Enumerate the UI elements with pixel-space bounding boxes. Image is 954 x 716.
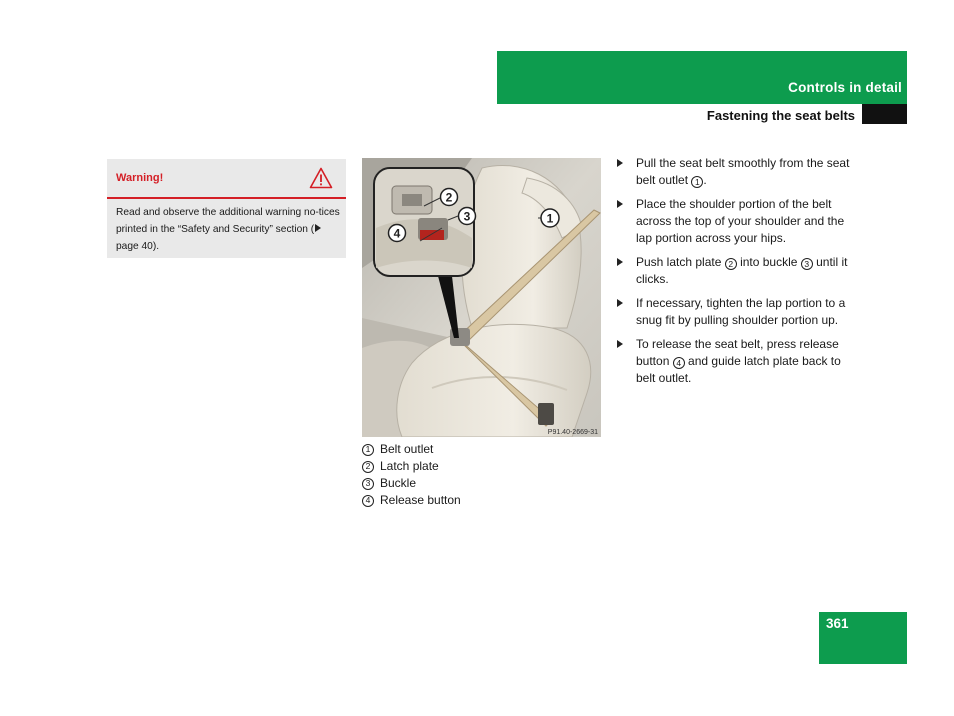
legend-item xyxy=(362,441,602,458)
legend-item xyxy=(362,475,602,492)
bullet-arrow-icon xyxy=(617,340,623,348)
page-number: 361 xyxy=(826,616,849,631)
legend-number: 1 xyxy=(362,444,374,456)
ref-number: 3 xyxy=(801,258,813,270)
ref-number: 4 xyxy=(673,357,685,369)
step-text: If necessary, tighten the lap portion to a snug fit by pulling shoulder portion up. xyxy=(636,296,846,327)
legend-label: Belt outlet xyxy=(380,442,434,456)
seat-illustration-svg xyxy=(362,158,601,437)
legend-item xyxy=(362,458,602,475)
warning-header xyxy=(107,159,346,199)
ref-number: 2 xyxy=(725,258,737,270)
warning-box xyxy=(107,159,346,258)
image-code: P91.40-2669-31 xyxy=(547,429,598,436)
step-item xyxy=(615,155,860,189)
bullet-arrow-icon xyxy=(617,258,623,266)
warning-text-before: Read and observe the additional warning no-tices printed in the “Safety and Security” section ( xyxy=(116,207,340,235)
warning-text-after: ). xyxy=(152,241,160,252)
warning-text xyxy=(116,204,342,255)
legend-label: Latch plate xyxy=(380,459,439,473)
legend-label: Release button xyxy=(380,493,461,507)
step-item xyxy=(615,295,860,329)
step-item xyxy=(615,196,860,247)
step-text: To release the seat belt, press release button xyxy=(636,337,839,368)
legend-label: Buckle xyxy=(380,476,417,490)
callout-3-label: 3 xyxy=(463,209,471,224)
header-marker xyxy=(862,104,907,124)
step-text: Push latch plate xyxy=(636,255,725,269)
section-title: Controls in detail xyxy=(788,80,902,95)
step-text: Place the shoulder portion of the belt across the top of your shoulder and the lap portion across your hips. xyxy=(636,197,845,245)
legend-number: 2 xyxy=(362,461,374,473)
step-text: Pull the seat belt smoothly from the seat belt outlet xyxy=(636,156,850,187)
figure-legend xyxy=(362,441,602,509)
step-text: . xyxy=(703,173,707,187)
header-bar xyxy=(497,51,907,104)
legend-number: 3 xyxy=(362,478,374,490)
seat-belt-illustration xyxy=(362,158,601,437)
instruction-steps xyxy=(615,155,860,394)
page-ref-arrow-icon xyxy=(315,224,321,232)
legend-number: 4 xyxy=(362,495,374,507)
warning-label: Warning! xyxy=(116,172,164,184)
ref-number: 1 xyxy=(691,176,703,188)
legend-item xyxy=(362,492,602,509)
warning-triangle-icon xyxy=(309,167,333,189)
warning-page-link[interactable]: page 40 xyxy=(116,241,153,252)
bullet-arrow-icon xyxy=(617,159,623,167)
callout-4-label: 4 xyxy=(393,226,401,241)
step-text: into buckle xyxy=(736,255,801,269)
step-text: until it clicks. xyxy=(636,255,848,286)
step-text: and guide latch plate back to belt outlet. xyxy=(636,354,841,385)
bullet-arrow-icon xyxy=(617,200,623,208)
step-item xyxy=(615,254,860,288)
callout-1-label: 1 xyxy=(546,211,554,226)
step-item xyxy=(615,336,860,387)
callout-2-label: 2 xyxy=(445,190,453,205)
bullet-arrow-icon xyxy=(617,299,623,307)
subsection-title: Fastening the seat belts xyxy=(706,108,855,123)
